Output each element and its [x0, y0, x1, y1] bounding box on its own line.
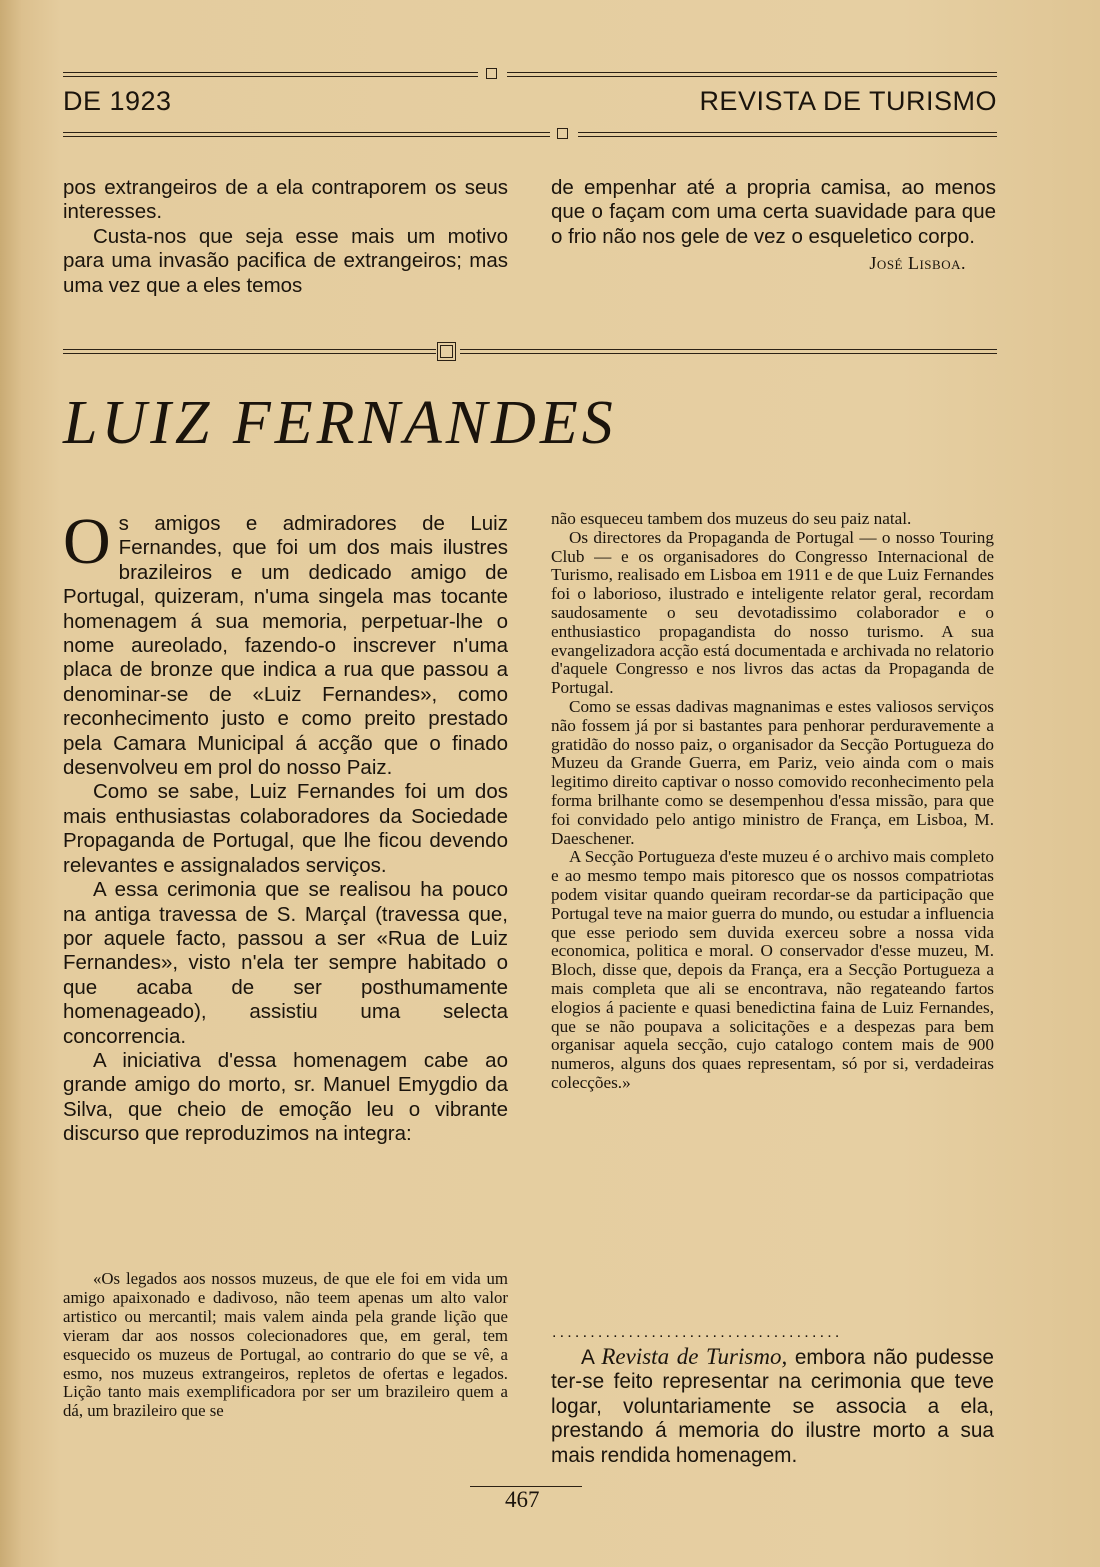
author-signature: José Lisboa.: [869, 253, 966, 274]
closing-rest: embora não pudesse ter-se feito representar na cerimonia que teve logar, voluntariamente se associa a ela, prestando á memoria do ilustre morto a sua mais rendida homenagem.: [551, 1346, 994, 1467]
article-paragraph: Como se sabe, Luiz Fernandes foi um dos mais enthusiastas colaboradores da Sociedade Propaganda de Portugal, que lhe ficou devendo relevantes e assignalados serviços.: [63, 780, 508, 877]
header-bottom-rule-left: [63, 132, 550, 137]
article-paragraph: A essa cerimonia que se realisou ha pouco na antiga travessa de S. Marçal (travessa que, por aquele facto, passou a ser «Rua de Luiz Fernandes», visto n'ela ter sempre habitado o que acaba de ser posthumamente homenageado), assistiu uma selecta concorrencia.: [63, 878, 508, 1048]
article-paragraph: A iniciativa d'essa homenagem cabe ao grande amigo do morto, sr. Manuel Emygdio da Silva, que cheio de emoção leu o vibrante discurso que reproduzimos na integra:: [63, 1048, 508, 1146]
separator-dots: ......................................: [552, 1324, 843, 1341]
speech-paragraph: Os directores da Propaganda de Portugal — o nosso Touring Club — e os organisadores do Congresso Internacional de Turismo, realisado em Lisboa em 1911 e de que Luiz Fernandes foi o laborioso, ilustrado e inteligente relator geral, recordam saudosamente o seu devotadissimo colaborador e o enthusiastico propagandista do nosso turismo. A sua evangelizadora acção está documentada e archivada no relatorio d'aquele Congresso e nos livros das actas da Propaganda de Portugal.: [551, 527, 994, 698]
article-right-column: [551, 510, 994, 1093]
article-title: LUIZ FERNANDES: [63, 389, 617, 457]
speech-quote: «Os legados aos nossos muzeus, de que ele foi em vida um amigo apaixonado e dadivoso, não teem apenas um alto valor artistico ou mercantil; mais valem ainda pela grande lição que vieram dar aos nossos colecionadores que, em geral, tem esquecido os muzeus de Portugal, ao contrario do que se vê, a esmo, nos muzeus extrangeiros, repletos de ofertas e legados. Lição tanto mais exemplificadora por ser um brazileiro quem a dá, um brazileiro que se: [63, 1269, 508, 1421]
closing-prefix: A: [581, 1346, 602, 1369]
header-bottom-ornament: [557, 128, 568, 139]
top-left-paragraph: Custa-nos que seja esse mais um motivo para uma invasão pacifica de extrangeiros; mas uma vez que a eles temos: [63, 224, 508, 297]
header-top-rule-left: [63, 72, 478, 77]
article-paragraph: [63, 505, 508, 780]
top-left-paragraph: pos extrangeiros de a ela contraporem os seus interesses.: [63, 176, 508, 224]
speech-paragraph: Como se essas dadivas magnanimas e estes valiosos serviços não fossem já por si bastantes para penhorar perduravemente a gratidão do nosso paiz, o organisador da Secção Portugueza do Muzeu da Grande Guerra, em Pariz, veio ainda com o mais legitimo direito captivar o nosso comovido reconhecimento pela forma brilhante como se desempenhou d'essa missão, para que foi convidado pelo antigo ministro de França, em Lisboa, M. Daeschener.: [551, 696, 994, 848]
header-top-rule-right: [507, 72, 997, 77]
header-journal-title: REVISTA DE TURISMO: [699, 86, 997, 116]
top-right-column: [551, 176, 996, 276]
section-ornament: [440, 345, 453, 358]
header-top-ornament: [486, 68, 497, 79]
speech-paragraph: A Secção Portugueza d'este muzeu é o archivo mais completo e ao mesmo tempo mais pitoresco que os nossos compatriotas podem visitar quando queiram recordar-se da participação que Portugal teve na maior guerra do mundo, ou estudar a influencia que esse periodo sem duvida exerceu sobre a nossa vida economica, politica e moral. O conservador d'esse muzeu, M. Bloch, disse que, depois da França, era a Secção Portugueza a mais completa que ali se encontrava, não regateando fartos elogios á paciente e quasi benedictina faina de Luiz Fernandes, que se não poupava a solicitações e a despezas para bem organisar aquela secção, cujo catalogo contem mais de 900 numeros, alguns dos quaes representam, só por si, verdadeiras colecções.»: [551, 847, 994, 1092]
journal-name-italic: Revista de Turismo,: [601, 1344, 788, 1369]
speech-quote-column: [63, 1270, 508, 1421]
page-number: 467: [505, 1487, 540, 1512]
article-left-column: [63, 505, 508, 1147]
section-rule-left: [63, 349, 436, 354]
header-bottom-rule-right: [578, 132, 997, 137]
header-date: DE 1923: [63, 86, 172, 116]
top-left-column: [63, 176, 508, 298]
closing-paragraph: [551, 1345, 994, 1468]
drop-cap: O: [63, 505, 111, 578]
article-paragraph-text: s amigos e admiradores de Luiz Fernandes, que foi um dos mais ilustres brazileiros e um dedicado amigo de Portugal, quizeram, n'uma singela mas tocante homenagem á sua memoria, perpetuar-lhe o nome aureolado, fazendo-o inscrever n'uma placa de bronze que indica a rua que passou a denominar-se de «Luiz Fernandes», como reconhecimento justo e como preito prestado pela Camara Municipal á acção que o finado desenvolveu em prol do nosso Paiz.: [63, 512, 508, 780]
section-rule-right: [460, 349, 997, 354]
top-right-paragraph: de empenhar até a propria camisa, ao menos que o façam com uma certa suavidade para que o frio não nos gele de vez o esqueletico corpo.: [551, 176, 996, 248]
speech-paragraph: não esqueceu tambem dos muzeus do seu paiz natal.: [551, 509, 912, 528]
closing-text: [551, 1345, 994, 1468]
